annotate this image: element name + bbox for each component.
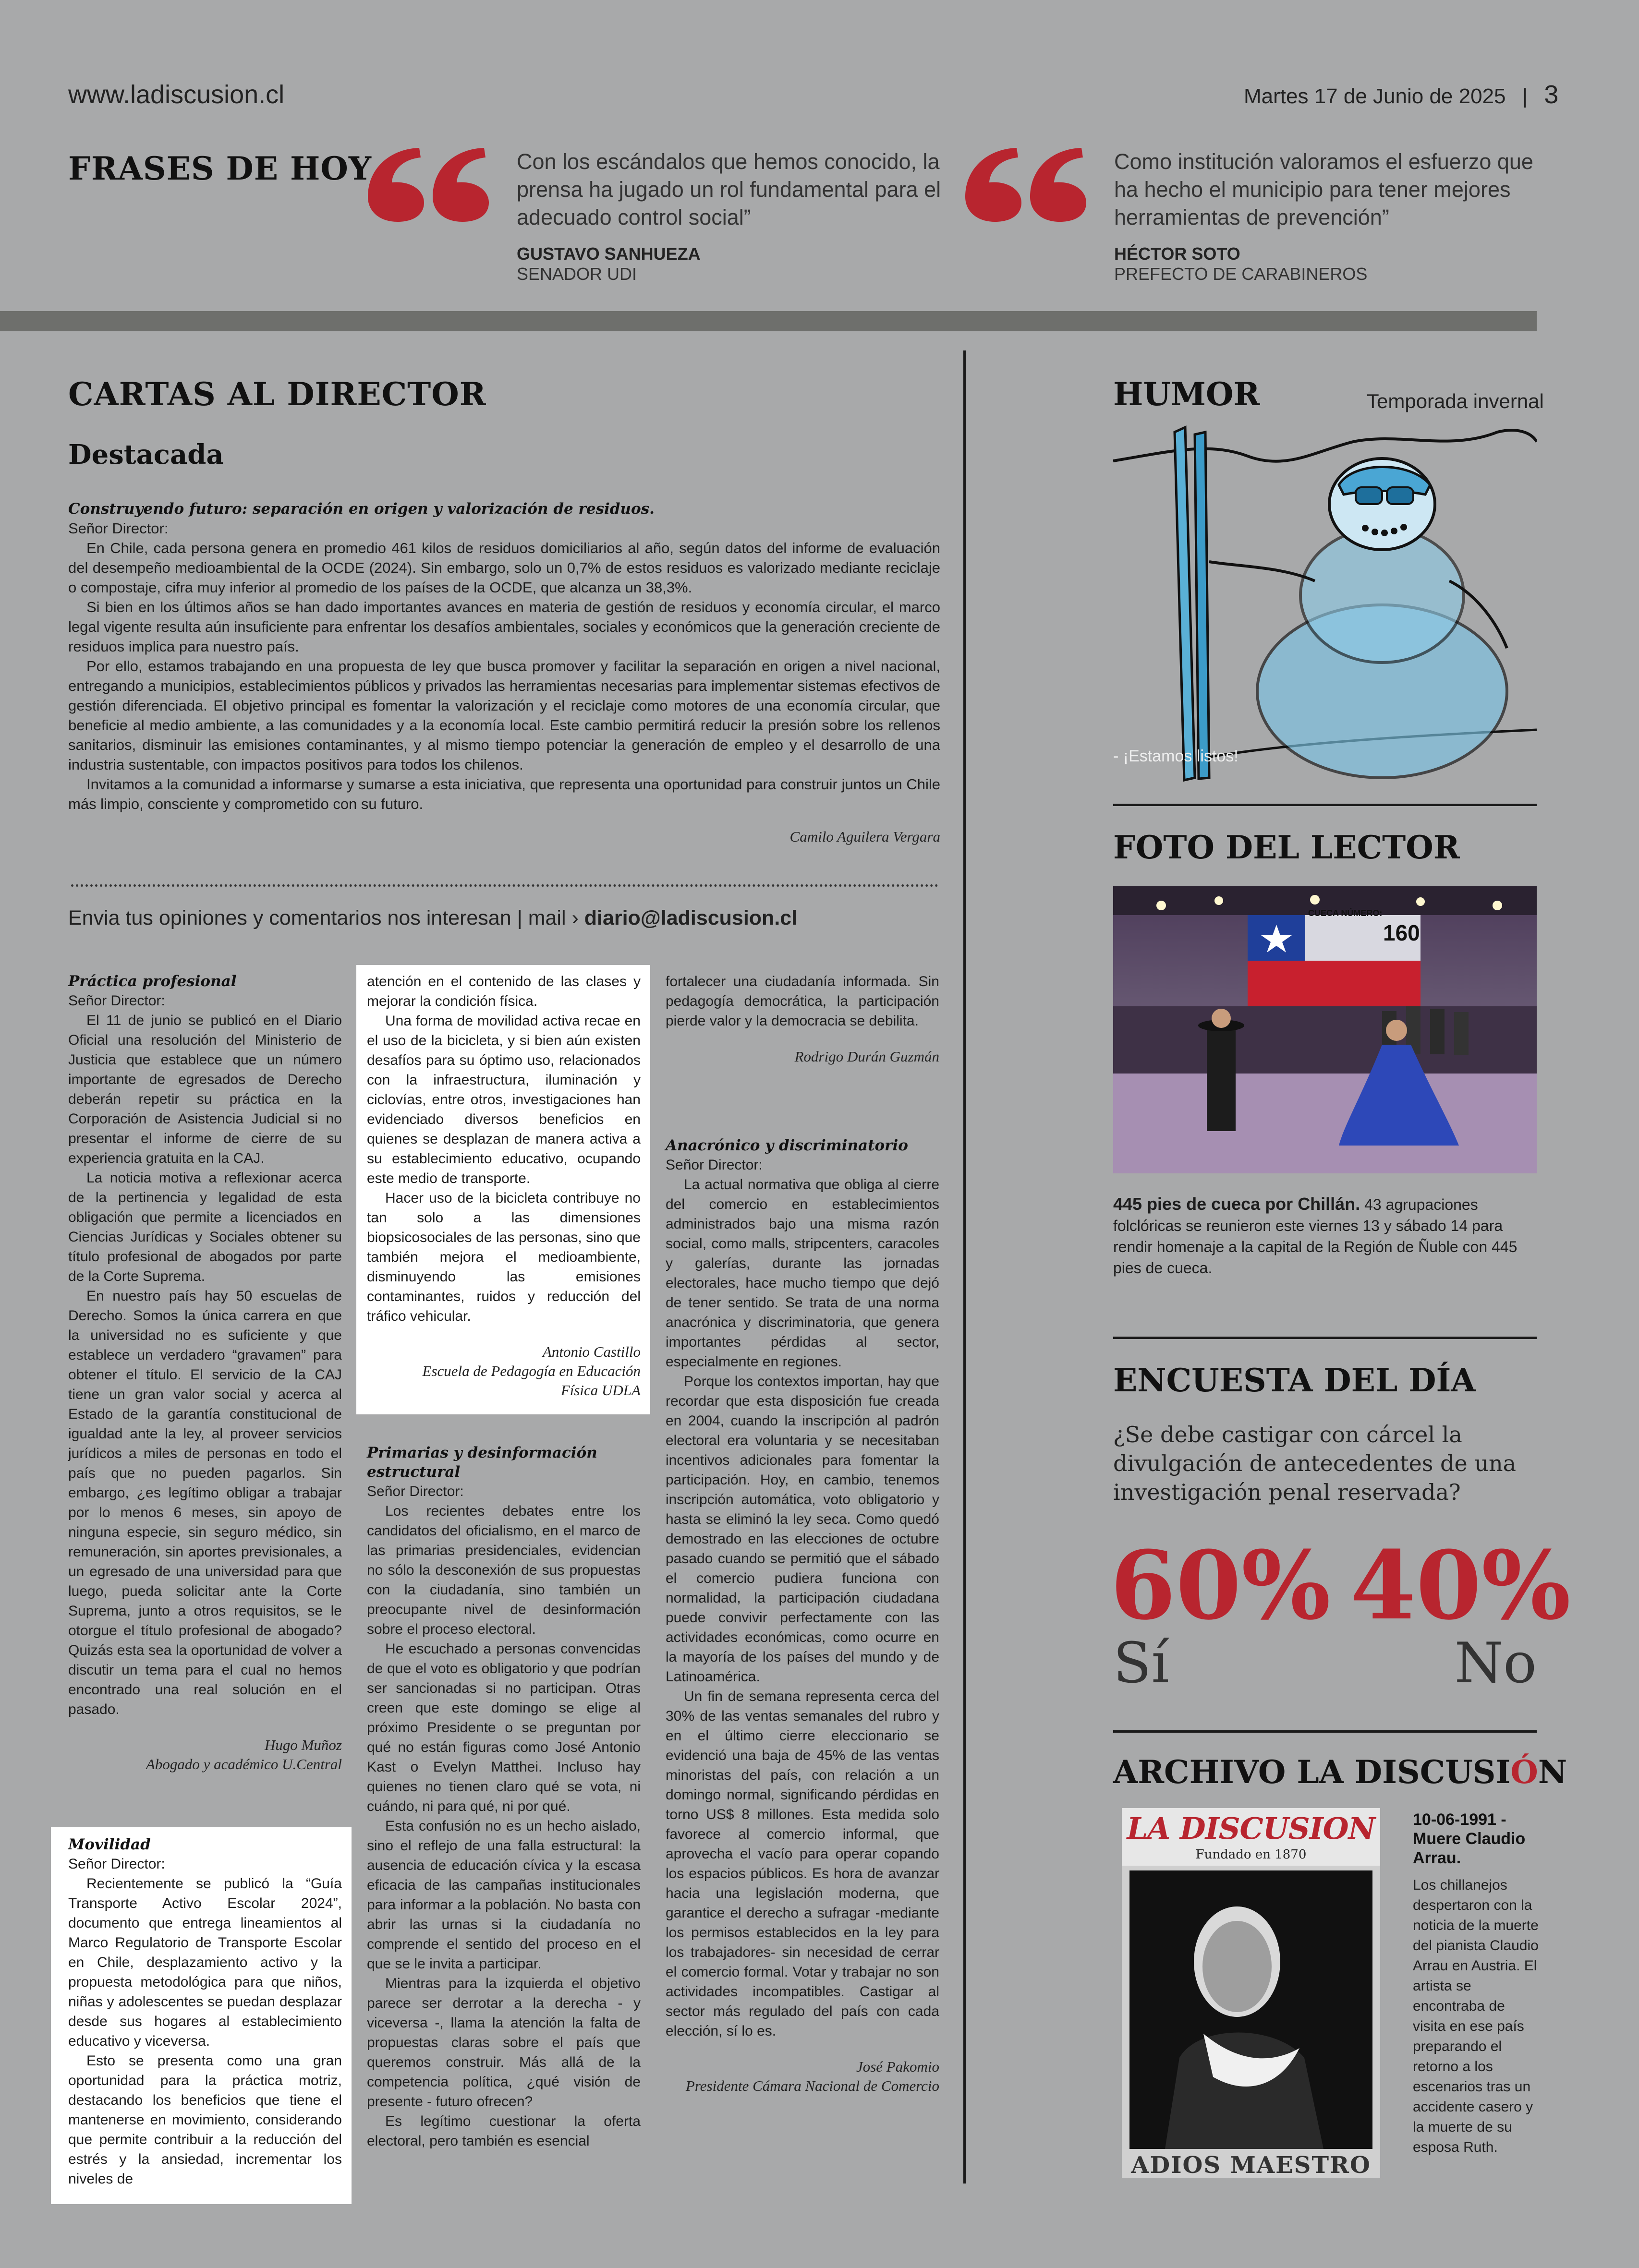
letter-body [367,1501,641,2151]
letter-movilidad [68,1835,342,2189]
paragraph: Esta confusión no es un hecho aislado, sino el reflejo de una falla estructural: la ausencia de educación cívica y la escasa eficacia de las campañas institucionales para informar a la población. No basta con abrir las urnas si la ciudadanía no comprende el sentido del proceso en el que se le invita a participar. [367,1818,641,1972]
paragraph: Un fin de semana representa cerca del 30% de las ventas semanales del rubro y en el último cierre eleccionario se evidenció una baja de 45% de las ventas minoristas del país, con relación a un domingo normal, significando pérdidas en torno US$ 8 millones. Esta medida solo favorece al comercio informal, que aprovecha el vacío para operar copando los espacios públicos. Es hora de avanzar hacia una legislación moderna, que garantice el derecho a sufragar -mediante los permisos establecidos en la ley para los trabajadores- sin necesidad de cerrar el comercio formal. Votar y trabajar no son actividades incompatibles. Castigar al sector más regulado del país con cada elección, sí lo es. [666,1689,939,2039]
quote-1-text: Con los escándalos que hemos conocido, la prensa ha jugado un rol fundamental para el adecuado control social” [517,149,941,229]
quote-2-name: HÉCTOR SOTO [1114,244,1240,264]
site-url[interactable]: www.ladiscusion.cl [68,80,285,109]
featured-salutation: Señor Director: [68,520,169,537]
quote-mark-icon [364,144,494,223]
featured-signature: Camilo Aguilera Vergara [789,828,940,845]
letter-signature-role: Presidente Cámara Nacional de Comercio [685,2077,939,2094]
no-label: No [1454,1631,1537,1696]
paragraph: El 11 de junio se publicó en el Diario Oficial una resolución del Ministerio de Justicia que establece que un número importante de egresados de Derecho deberán repetir su práctica en la Corporación de Asistencia Judicial si no presentar el informe de cierre de su experiencia gratuita en la CAJ. [68,1013,342,1166]
letter-primarias [367,1443,641,2151]
reader-photo [1113,886,1537,1173]
yes-label: Sí [1113,1631,1169,1696]
encuesta-question: ¿Se debe castigar con cárcel la divulgación de antecedentes de una investigación penal reservada? [1113,1422,1517,1505]
foto-caption-text: 43 agrupaciones folclóricas se reunieron este viernes 13 y sábado 14 para rendir homenaje a la capital de la Región de Ñuble con 445 pies de cueca. [1113,1196,1518,1277]
quote-mark-icon [961,144,1091,223]
contact-text: Envia tus opiniones y comentarios nos interesan | mail › [68,906,584,929]
quote-glyph-left [965,148,1021,222]
header-separator: | [1522,84,1528,108]
header-date [1244,80,1558,109]
photo-banner: CUECA NÚMERO: [1308,908,1383,918]
paragraph: Es legítimo cuestionar la oferta electoral, pero también es esencial [367,2113,641,2149]
letter-salutation: Señor Director: [367,1484,464,1499]
letter-primarias-cont [666,972,939,1066]
letter-salutation: Señor Director: [666,1157,763,1173]
archivo-title-end: N [1538,1753,1567,1791]
paragraph: La actual normativa que obliga al cierre del comercio en establecimientos administrados bajo una misma razón social, como malls, stripcenters, caracoles y galerías, durante las jornadas electorales, hace mucho tiempo que dejó de tener sentido. Se trata de una norma anacrónica y discriminatoria, que genera importantes pérdidas al sector, especialmente en regiones. [666,1177,939,1370]
yes-percent: 60% [1110,1531,1331,1641]
paragraph: Esto se presenta como una gran oportunidad para la práctica motriz, destacando los beneficios que tiene el mantenerse en movimiento, considerando que permite contribuir a la reducción del estrés y la ansiedad, incrementar los niveles de [68,2053,342,2187]
archive-founded: Fundado en 1870 [1195,1847,1307,1862]
letter-body [68,1874,342,2189]
archive-headline: ADIOS MAESTRO [1131,2152,1371,2179]
paragraph: Porque los contextos importan, hay que recordar que esta disposición fue creada en 2004, cuando la inscripción al padrón electoral era voluntaria y se necesitaban incentivos adicionales para fomentar la participación. Hoy, en cambio, tenemos inscripción automática, voto obligatorio y hasta se eliminó la ley seca. Como quedó demostrado en las elecciones de octubre pasado cuando se permitió que el sábado el comercio pudiera funciona con normalidad, la participación ciudadana puede convivir perfectamente con las actividades económicas, como ocurre en la mayoría de los países del mundo y de Latinoamérica. [666,1374,939,1685]
letter-body [666,1175,939,2041]
letter-title: Práctica profesional [68,973,237,990]
section-rule [1113,804,1537,806]
letter-title: Movilidad [68,1836,151,1853]
paragraph: He escuchado a personas convencidas de que el voto es obligatorio y que podrían ser sancionadas si no participan. Otras creen que este domingo se elige al próximo Presidente o se preguntan por qué no están figuras como José Antonio Kast o Evelyn Matthei. Incluso hay quienes no tienen claro qué se vota, ni cuándo, ni para qué, ni por qué. [367,1641,641,1814]
humor-title: HUMOR [1113,375,1260,413]
letter-signature-name: Antonio Castillo [542,1343,641,1360]
letter-body [367,972,641,1326]
letter-title: Anacrónico y discriminatorio [666,1137,908,1154]
quote-glyph-left [368,148,424,222]
quote-glyph-right [1030,148,1086,222]
letter-signature-role: Escuela de Pedagogía en Educación Física UDLA [422,1363,641,1399]
cartas-title: CARTAS AL DIRECTOR [68,375,486,413]
archivo-text: Los chillanejos despertaron con la noticia de la muerte del pianista Claudio Arrau en Austria. El artista se encontraba de visita en ese país preparando el retorno a los escenarios tras un accidente casero y la muerte de su esposa Ruth. [1413,1877,1539,2155]
photo-number: 160 [1383,920,1420,945]
foto-title: FOTO DEL LECTOR [1113,829,1460,866]
archivo-title [1113,1753,1567,1791]
date-text: Martes 17 de Junio de 2025 [1244,84,1506,108]
paragraph: Una forma de movilidad activa recae en el uso de la bicicleta, y si bien aún existen desafíos para su óptimo uso, relacionados con la infraestructura, iluminación y ciclovías, entre otros, investigaciones han evidenciado diversos beneficios en quienes se desplazan de manera activa a su establecimiento educativo, ocupando este medio de transporte. [367,1013,641,1186]
featured-label: Destacada [68,439,224,470]
foto-caption-bold: 445 pies de cueca por Chillán. [1113,1194,1360,1214]
paragraph: En Chile, cada persona genera en promedio 461 kilos de residuos domiciliarios al año, según datos del informe de evaluación del desempeño medioambiental de la OCDE (2024). Sin embargo, solo un 0,7% de estos residuos es valorizado mediante reciclaje o compostaje, cifra muy inferior al promedio de los países de la OCDE, que alcanza un 38,3%. [68,540,940,596]
page-number: 3 [1544,80,1559,109]
quote-1-name: GUSTAVO SANHUEZA [517,244,701,264]
letter-signature-name: Hugo Muñoz [264,1737,342,1753]
archivo-date-title: 10-06-1991 - Muere Claudio Arrau. [1413,1810,1526,1867]
letter-salutation: Señor Director: [68,993,165,1009]
letter-movilidad-cont [367,972,641,1400]
paragraph: La noticia motiva a reflexionar acerca de la pertinencia y legalidad de esta obligación que permite a licenciados en Ciencias Jurídicas y Sociales obtener su título profesional de abogados por parte de la Corte Suprema. [68,1170,342,1284]
section-rule [1113,1337,1537,1339]
frases-title: FRASES DE HOY [68,150,372,187]
quote-2-text: Como institución valoramos el esfuerzo que ha hecho el municipio para tener mejores herramientas de prevención” [1114,149,1533,229]
archive-masthead: LA DISCUSION [1127,1811,1375,1846]
paragraph: Hacer uso de la bicicleta contribuye no tan solo a las dimensiones biopsicosociales de las personas, sino que también mejora el medioambiente, disminuyendo las emisiones contaminantes, ruidos y reducción del tráfico vehicular. [367,1190,641,1324]
archivo-title-main: ARCHIVO LA DISCUSI [1113,1753,1511,1791]
paragraph: Si bien en los últimos años se han dado importantes avances en materia de gestión de residuos y economía circular, el marco legal vigente resulta aún insuficiente para enfrentar los desafíos ambientales, sociales y económicos que la generación creciente de residuos implica para nuestro país. [68,599,940,655]
foto-caption [1113,1194,1537,1279]
letter-body [68,1011,342,1719]
paragraph: Recientemente se publicó la “Guía Transporte Activo Escolar 2024”, documento que entrega lineamientos al Marco Regulatorio de Transporte Escolar en Chile, desplazamiento activo y la propuesta metodológica para que niños, niñas y adolescentes se puedan desplazar desde sus hogares al establecimiento educativo y viceversa. [68,1876,342,2049]
letter-body: fortalecer una ciudadanía informada. Sin pedagogía democrática, la participación pierde valor y la democracia se debilita. [666,974,939,1029]
letter-signature: Rodrigo Durán Guzmán [794,1048,939,1065]
quote-glyph-right [433,148,489,222]
quote-1-role: SENADOR UDI [517,264,637,284]
encuesta-title: ENCUESTA DEL DÍA [1113,1362,1476,1399]
paragraph: Invitamos a la comunidad a informarse y sumarse a esta iniciativa, que representa una oportunidad para construir juntos un Chile más limpio, consciente y comprometido con su futuro. [68,776,940,812]
section-divider-bar [0,311,1537,331]
featured-letter-title: Construyendo futuro: separación en origen y valorización de residuos. [68,500,655,518]
letter-title: Primarias y desinformación estructural [367,1444,597,1481]
paragraph: Por ello, estamos trabajando en una propuesta de ley que busca promover y facilitar la separación en origen a nivel nacional, entregando a municipios, establecimientos públicos y privados las herramientas necesarias para implementar sistemas efectivos de gestión diferenciada. El objetivo principal es fomentar la valorización y el reciclaje como motores de una economía circular, que beneficie al medio ambiente, a las comunidades y a la economía local. Este cambio permitirá reducir la presión sobre los rellenos sanitarios, disminuir las emisiones contaminantes, y al mismo tiempo potenciar la generación de empleo y el desarrollo de una industria sustentable, con impactos positivos para todos los chilenos. [68,658,940,773]
letter-anacronico [666,1136,939,2096]
letter-signature-name: José Pakomio [856,2058,939,2075]
letter-salutation: Señor Director: [68,1856,165,1872]
column-divider [963,350,966,2184]
continuation: atención en el contenido de las clases y mejorar la condición física. [367,974,641,1009]
featured-body [68,538,940,814]
archive-front-page [1122,1808,1380,2178]
humor-caption: - ¡Estamos listos! [1113,747,1238,765]
dotted-separator [71,884,938,887]
letter-signature-role: Abogado y académico U.Central [146,1756,342,1773]
letter-practica [68,972,342,1774]
featured-letter [68,499,940,846]
no-percent: 40% [1350,1531,1571,1641]
humor-cartoon [1113,422,1537,784]
paragraph: Los recientes debates entre los candidatos del oficialismo, en el marco de las primarias presidenciales, evidencian no sólo la desconexión de sus propuestas con la ciudadanía, sino también un preocupante nivel de desinformación sobre el proceso electoral. [367,1503,641,1637]
contact-line [68,906,797,930]
quote-2-role: PREFECTO DE CARABINEROS [1114,264,1368,284]
contact-email[interactable]: diario@ladiscusion.cl [584,906,798,929]
section-rule [1113,1730,1537,1733]
humor-subtitle: Temporada invernal [1367,390,1544,412]
paragraph: Mientras para la izquierda el objetivo parece ser derrotar a la derecha - y viceversa -, llama la atención la falta de propuestas claras sobre el país que queremos construir. Más allá de la competencia política, ¿qué visión de presente - futuro ofrecen? [367,1976,641,2110]
archivo-title-accent: Ó [1510,1753,1538,1791]
paragraph: En nuestro país hay 50 escuelas de Derecho. Somos la única carrera en que la universidad no es suficiente y que establece un verdadero “gravamen” para obtener el título. El servicio de la CAJ tiene un gran valor social y acerca al Estado de la garantía constitucional de igualdad ante la ley, al proveer servicios jurídicos a miles de personas en todo el país que no pueden pagarlos. Sin embargo, ¿es legítimo obligar a trabajar por lo menos 6 meses, sin apoyo de ninguna especie, sin seguro médico, sin remuneración, sin aportes previsionales, a un egresado de una universidad para que luego, pueda solicitar ante la Corte Suprema, junto a otros requisitos, se le otorgue el título profesional de abogado? Quizás esta sea la oportunidad de volver a discutir un tema para el cual no hemos encontrado una real solución en el pasado. [68,1288,342,1717]
